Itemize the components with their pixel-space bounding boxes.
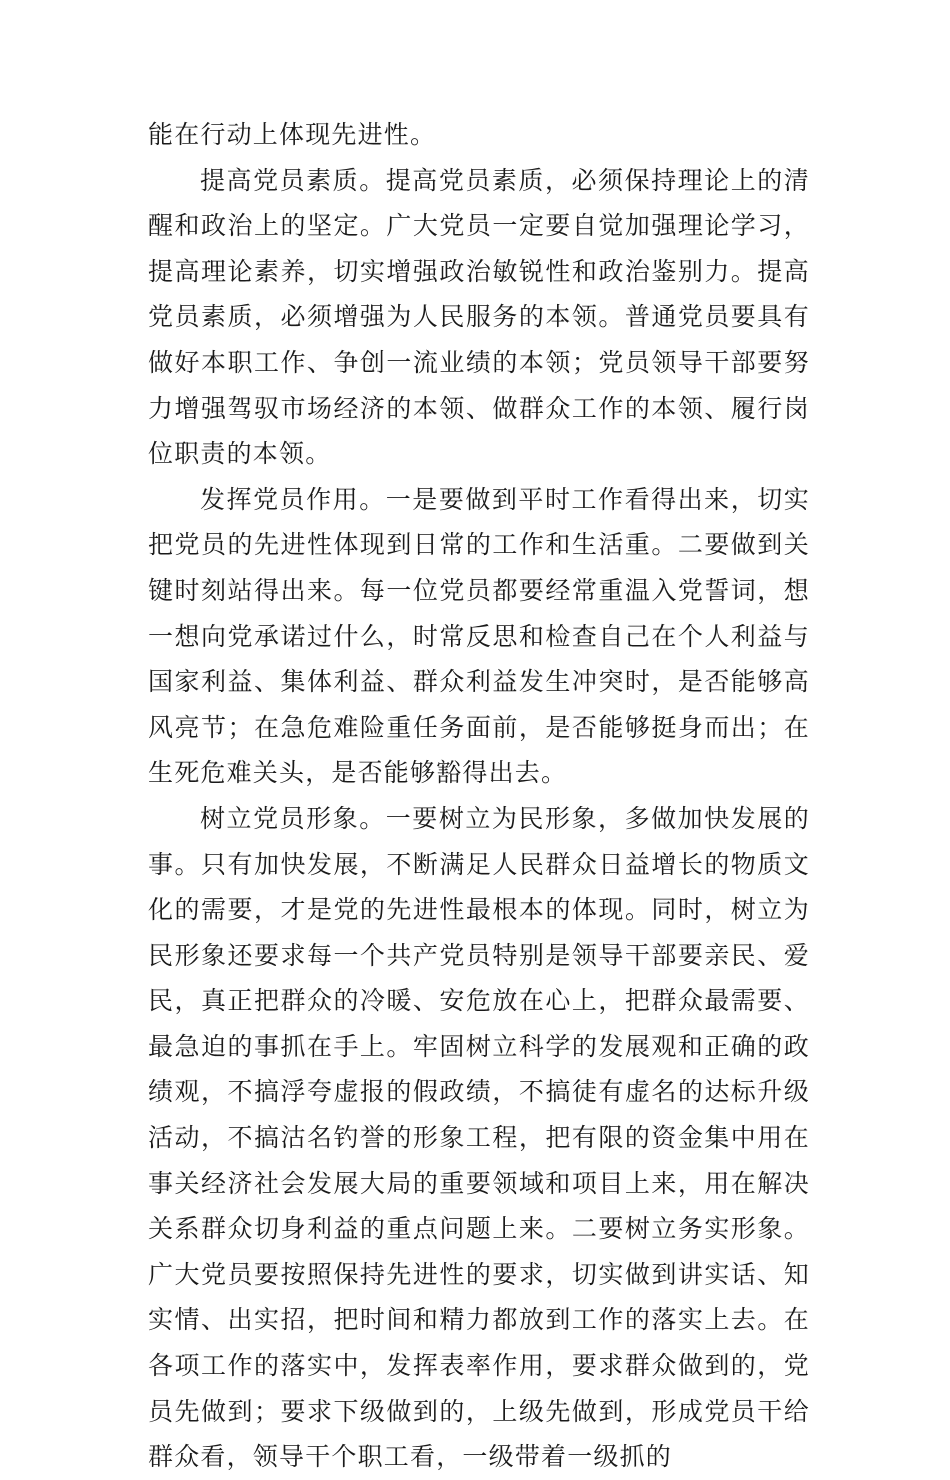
paragraph-establish-image: 树立党员形象。一要树立为民形象，多做加快发展的事。只有加快发展，不断满足人民群众日益增长的物质文化的需要，才是党的先进性最根本的体现。同时，树立为民形象还要求每一个共产党员特别是领导干部要亲民、爱民，真正把群众的冷暖、安危放在心上，把群众最需要、最急迫的事抓在手上。牢固树立科学的发展观和正确的政绩观，不搞浮夸虚报的假政绩，不搞徒有虚名的达标升级活动，不搞沽名钓誉的形象工程，把有限的资金集中用在事关经济社会发展大局的重要领域和项目上来，用在解决关系群众切身利益的重点问题上来。二要树立务实形象。广大党员要按照保持先进性的要求，切实做到讲实话、知实情、出实招，把时间和精力都放到工作的落实上去。在各项工作的落实中，发挥表率作用，要求群众做到的，党员先做到；要求下级做到的，上级先做到，形成党员干给群众看，领导干个职工看，一级带着一级抓的: [148, 803, 810, 1472]
paragraph-improve-quality: 提高党员素质。提高党员素质，必须保持理论上的清醒和政治上的坚定。广大党员一定要自觉加强理论学习，提高理论素养，切实增强政治敏锐性和政治鉴别力。提高党员素质，必须增强为人民服务的本领。普通党员要具有做好本职工作、争创一流业绩的本领；党员领导干部要努力增强驾驭市场经济的本领、做群众工作的本领、履行岗位职责的本领。: [148, 165, 810, 469]
document-body: [148, 112, 810, 1480]
paragraph-play-role: 发挥党员作用。一是要做到平时工作看得出来，切实把党员的先进性体现到日常的工作和生活重。二要做到关键时刻站得出来。每一位党员都要经常重温入党誓词，想一想向党承诺过什么，时常反思和检查自己在个人利益与国家利益、集体利益、群众利益发生冲突时，是否能够高风亮节；在急危难险重任务面前，是否能够挺身而出；在生死危难关头，是否能够豁得出去。: [148, 484, 810, 788]
paragraph-continuation: 能在行动上体现先进性。: [148, 120, 437, 149]
